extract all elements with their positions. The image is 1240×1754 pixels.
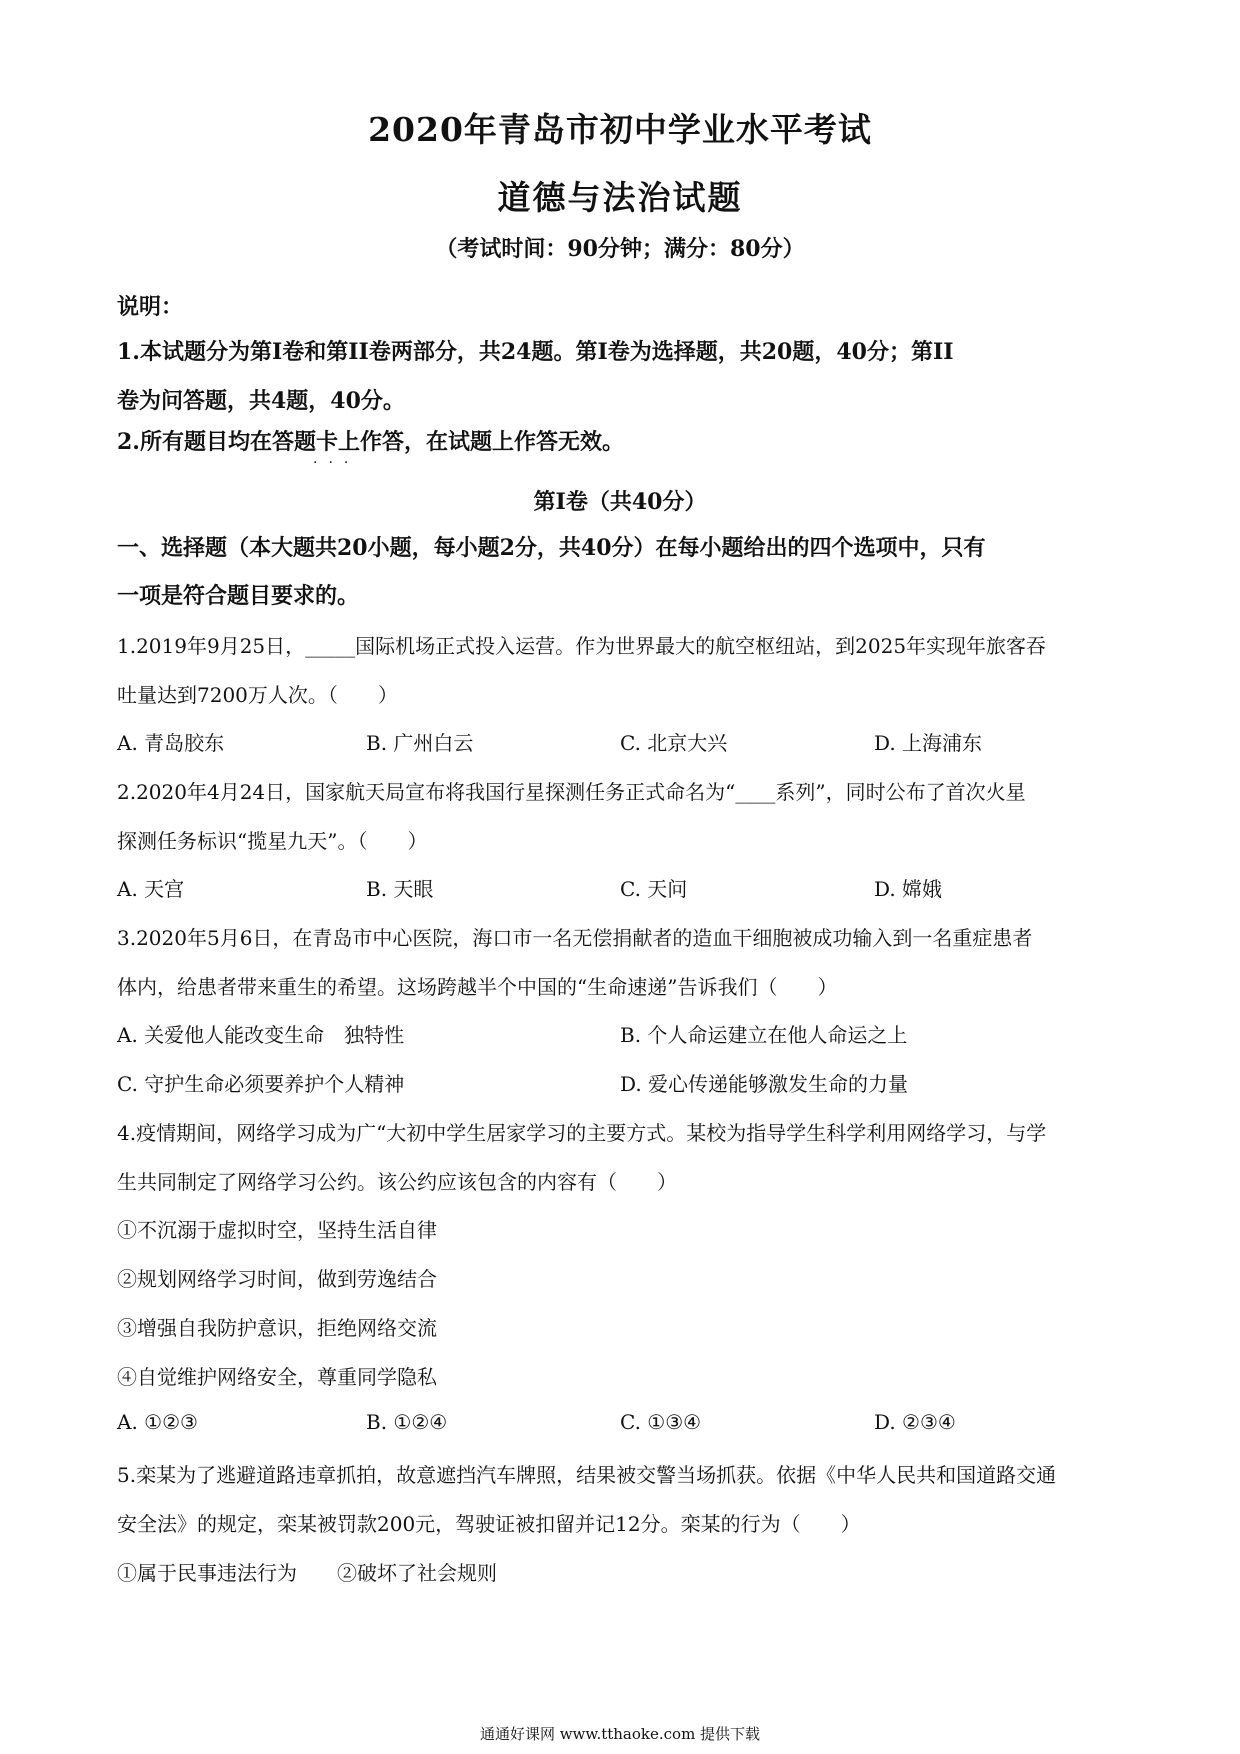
- q4-option-b: B. ①②④: [366, 1410, 448, 1434]
- q1-option-a: A. 青岛胶东: [117, 731, 225, 755]
- footer-text: 通通好课网 www.tthaoke.com 提供下载: [479, 1725, 761, 1743]
- question-3-line-2: 体内，给患者带来重生的希望。这场跨越半个中国的“生命速递”告诉我们（ ）: [117, 975, 838, 999]
- question-5-line-1: 5.栾某为了逃避道路违章抓拍，故意遮挡汽车牌照，结果被交警当场抓获。依据《中华人民共和国道路交通: [117, 1463, 1057, 1487]
- exam-info: （考试时间：90分钟；满分：80分）: [435, 236, 805, 262]
- question-2-line-1: 2.2020年4月24日，国家航天局宣布将我国行星探测任务正式命名为“____系列”，同时公布了首次火星: [117, 780, 1026, 804]
- question-2-line-2: 探测任务标识“揽星九天”。（ ）: [117, 829, 428, 853]
- q4-option-c: C. ①③④: [620, 1410, 702, 1434]
- q1-option-d: D. 上海浦东: [874, 731, 983, 755]
- question-1-line-2: 吐量达到7200万人次。（ ）: [117, 683, 398, 707]
- q3-option-a: A. 关爱他人能改变生命 独特性: [117, 1023, 405, 1047]
- question-4-line-1: 4.疫情期间，网络学习成为广“大初中学生居家学习的主要方式。某校为指导学生科学利用网络学习，与学: [117, 1121, 1047, 1145]
- q2-option-c: C. 天问: [620, 877, 688, 901]
- question-1-line-1: 1.2019年9月25日，_____国际机场正式投入运营。作为世界最大的航空枢纽站，到2025年实现年旅客吞: [117, 634, 1047, 658]
- q1-option-b: B. 广州白云: [366, 731, 474, 755]
- notes-label: 说明：: [117, 294, 184, 320]
- q4-item-2: ②规划网络学习时间，做到劳逸结合: [117, 1267, 437, 1291]
- q2-option-d: D. 嫦娥: [874, 877, 943, 901]
- q2-option-a: A. 天宫: [117, 877, 185, 901]
- q3-option-c: C. 守护生命必须要养护个人精神: [117, 1072, 405, 1096]
- part-title: 第Ⅰ卷（共40分）: [533, 489, 707, 515]
- q5-items: ①属于民事违法行为 ②破坏了社会规则: [117, 1561, 497, 1585]
- exam-subtitle: 道德与法治试题: [497, 178, 743, 217]
- note-1-line-1: 1.本试题分为第Ⅰ卷和第II卷两部分，共24题。第Ⅰ卷为选择题，共20题，40分；第II: [117, 339, 954, 365]
- q4-option-a: A. ①②③: [117, 1410, 198, 1434]
- section-heading-line-1: 一、选择题（本大题共20小题，每小题2分，共40分）在每小题给出的四个选项中，只有: [117, 535, 986, 561]
- q1-option-c: C. 北京大兴: [620, 731, 728, 755]
- note-2: 2.所有题目均在答题卡上作答，在试题上作答无效。: [117, 429, 624, 455]
- question-4-line-2: 生共同制定了网络学习公约。该公约应该包含的内容有（ ）: [117, 1170, 677, 1194]
- exam-title: 2020年青岛市初中学业水平考试: [368, 110, 872, 149]
- question-5-line-2: 安全法》的规定，栾某被罚款200元，驾驶证被扣留并记12分。栾某的行为（ ）: [117, 1512, 861, 1536]
- q4-item-3: ③增强自我防护意识，拒绝网络交流: [117, 1316, 437, 1340]
- q3-option-d: D. 爱心传递能够激发生命的力量: [620, 1072, 909, 1096]
- q4-option-d: D. ②③④: [874, 1410, 956, 1434]
- q4-item-4: ④自觉维护网络安全，尊重同学隐私: [117, 1365, 437, 1389]
- q2-option-b: B. 天眼: [366, 877, 434, 901]
- note-1-line-2: 卷为问答题，共4题，40分。: [117, 388, 405, 414]
- emphasis-dots: ···: [313, 455, 360, 471]
- q4-item-1: ①不沉溺于虚拟时空，坚持生活自律: [117, 1218, 437, 1242]
- q3-option-b: B. 个人命运建立在他人命运之上: [620, 1023, 908, 1047]
- question-3-line-1: 3.2020年5月6日，在青岛市中心医院，海口市一名无偿捐献者的造血干细胞被成功输入到一名重症患者: [117, 926, 1033, 950]
- section-heading-line-2: 一项是符合题目要求的。: [117, 583, 360, 609]
